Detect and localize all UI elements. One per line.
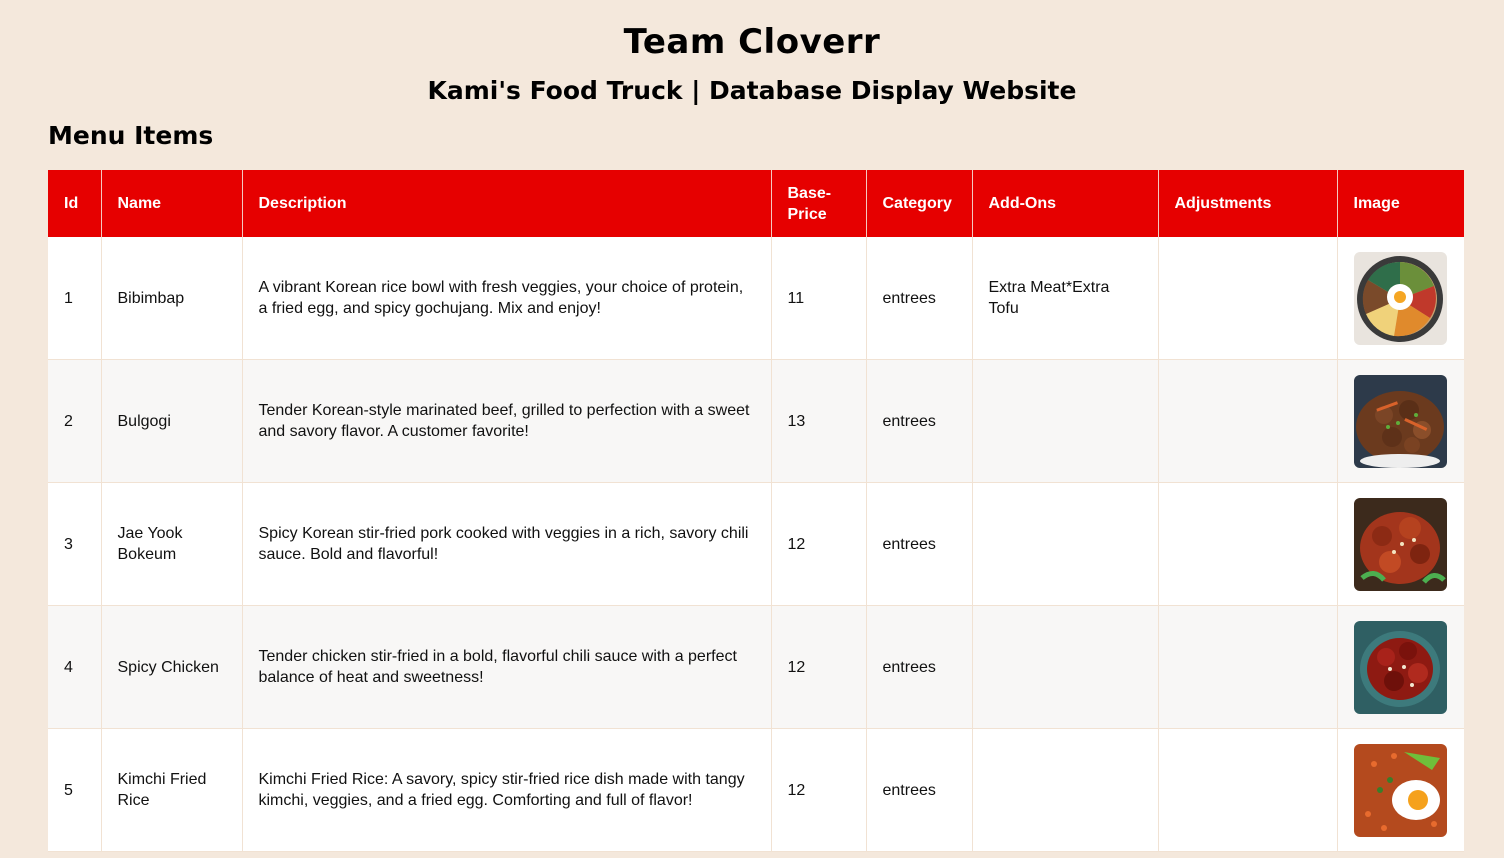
cell-category: entrees — [866, 237, 972, 360]
cell-description: Kimchi Fried Rice: A savory, spicy stir-fried rice dish made with tangy kimchi, veggies, and a fried egg. Comforting and full of flavor! — [242, 729, 771, 852]
table-header-row — [48, 170, 1464, 237]
menu-items-table — [48, 170, 1464, 852]
column-header-add-ons[interactable]: Add-Ons — [972, 170, 1158, 237]
site-title: Team Cloverr — [623, 22, 881, 62]
bulgogi-photo-icon — [1354, 375, 1447, 468]
cell-id: 5 — [48, 729, 101, 852]
cell-add-ons: Extra Meat*Extra Tofu — [972, 237, 1158, 360]
cell-category: entrees — [866, 360, 972, 483]
table-row[interactable] — [48, 237, 1464, 360]
cell-base-price: 12 — [771, 606, 866, 729]
cell-name: Kimchi Fried Rice — [101, 729, 242, 852]
column-header-category[interactable]: Category — [866, 170, 972, 237]
cell-category: entrees — [866, 606, 972, 729]
cell-image — [1337, 483, 1464, 606]
table-row[interactable] — [48, 606, 1464, 729]
cell-adjustments — [1158, 483, 1337, 606]
cell-description: Tender chicken stir-fried in a bold, flavorful chili sauce with a perfect balance of heat and sweetness! — [242, 606, 771, 729]
cell-add-ons — [972, 360, 1158, 483]
cell-base-price: 12 — [771, 483, 866, 606]
cell-adjustments — [1158, 360, 1337, 483]
table-row[interactable] — [48, 729, 1464, 852]
cell-name: Spicy Chicken — [101, 606, 242, 729]
column-header-name[interactable]: Name — [101, 170, 242, 237]
column-header-description[interactable]: Description — [242, 170, 771, 237]
menu-table-container — [48, 170, 1464, 852]
column-header-base-price[interactable]: Base-Price — [771, 170, 866, 237]
cell-category: entrees — [866, 483, 972, 606]
column-header-id[interactable]: Id — [48, 170, 101, 237]
spicy-chicken-photo-icon — [1354, 621, 1447, 714]
cell-id: 4 — [48, 606, 101, 729]
cell-base-price: 11 — [771, 237, 866, 360]
site-subtitle: Kami's Food Truck | Database Display Website — [427, 76, 1077, 105]
column-header-adjustments[interactable]: Adjustments — [1158, 170, 1337, 237]
cell-adjustments — [1158, 729, 1337, 852]
cell-adjustments — [1158, 237, 1337, 360]
cell-name: Bibimbap — [101, 237, 242, 360]
bibimbap-photo-icon — [1354, 252, 1447, 345]
cell-base-price: 12 — [771, 729, 866, 852]
cell-add-ons — [972, 483, 1158, 606]
cell-image — [1337, 729, 1464, 852]
cell-image — [1337, 360, 1464, 483]
jae-yook-bokeum-photo-icon — [1354, 498, 1447, 591]
cell-name: Jae Yook Bokeum — [101, 483, 242, 606]
cell-category: entrees — [866, 729, 972, 852]
cell-base-price: 13 — [771, 360, 866, 483]
cell-id: 2 — [48, 360, 101, 483]
cell-description: Spicy Korean stir-fried pork cooked with veggies in a rich, savory chili sauce. Bold and flavorful! — [242, 483, 771, 606]
kimchi-fried-rice-photo-icon — [1354, 744, 1447, 837]
cell-add-ons — [972, 729, 1158, 852]
cell-image — [1337, 237, 1464, 360]
cell-description: A vibrant Korean rice bowl with fresh veggies, your choice of protein, a fried egg, and spicy gochujang. Mix and enjoy! — [242, 237, 771, 360]
cell-image — [1337, 606, 1464, 729]
cell-description: Tender Korean-style marinated beef, grilled to perfection with a sweet and savory flavor. A customer favorite! — [242, 360, 771, 483]
cell-adjustments — [1158, 606, 1337, 729]
section-title: Menu Items — [48, 121, 214, 150]
cell-id: 1 — [48, 237, 101, 360]
cell-name: Bulgogi — [101, 360, 242, 483]
table-row[interactable] — [48, 360, 1464, 483]
cell-add-ons — [972, 606, 1158, 729]
cell-id: 3 — [48, 483, 101, 606]
table-row[interactable] — [48, 483, 1464, 606]
column-header-image[interactable]: Image — [1337, 170, 1464, 237]
